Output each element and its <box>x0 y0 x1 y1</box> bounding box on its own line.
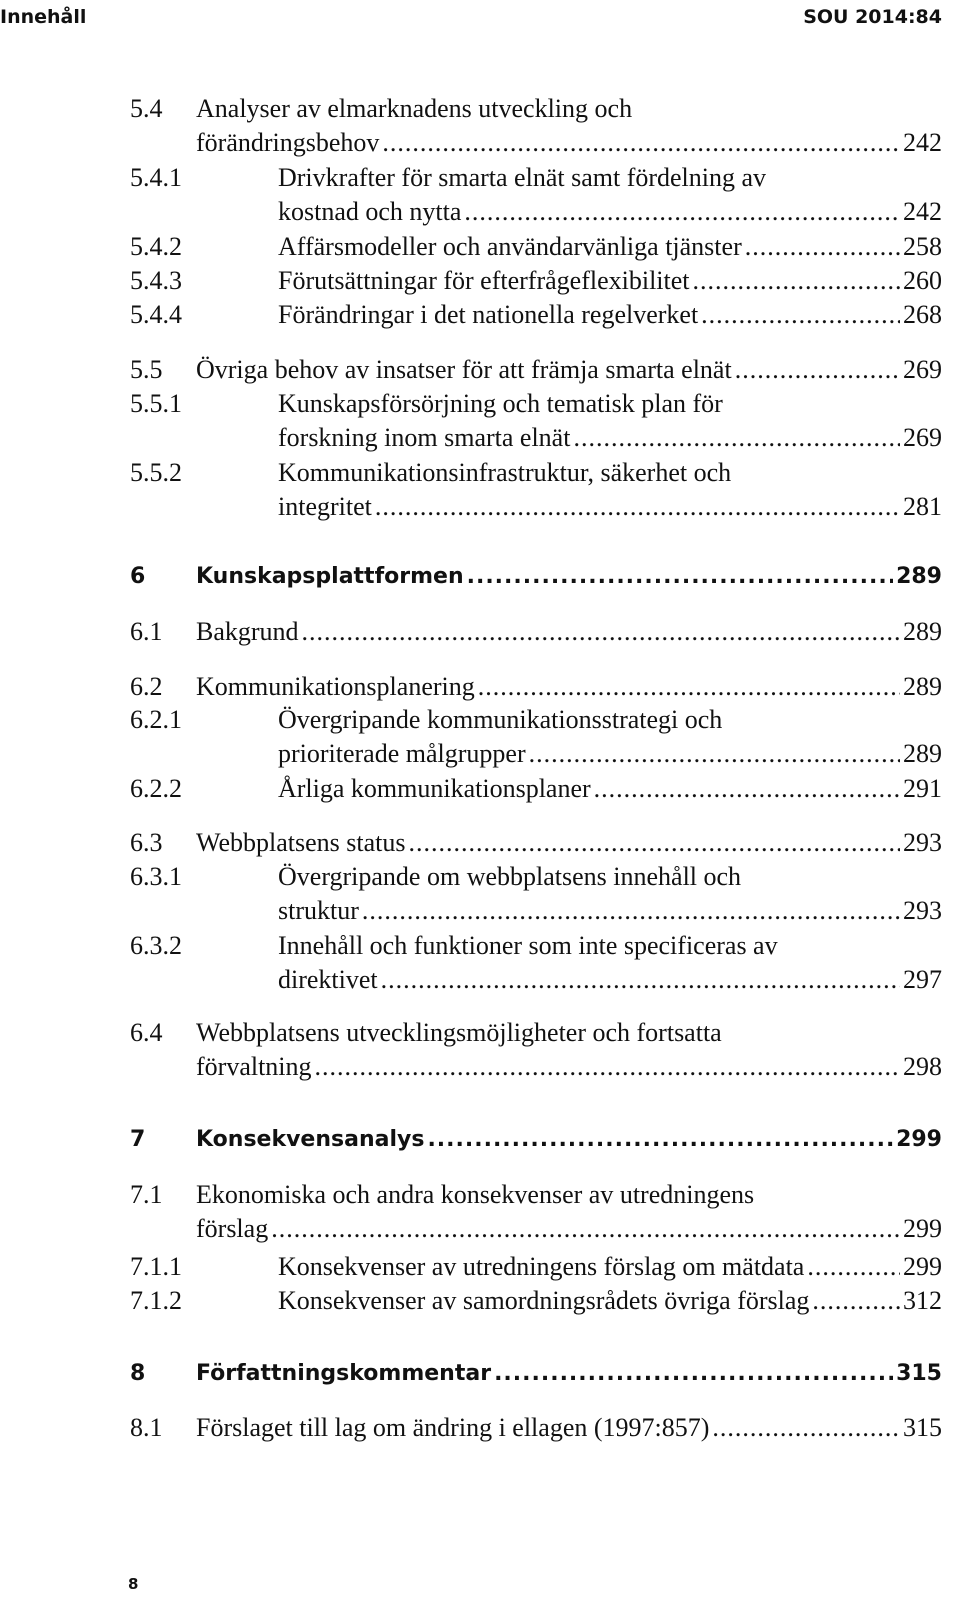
toc-entry-title-line: Konsekvenser av utredningens förslag om mätdata <box>278 1252 805 1281</box>
dot-leader <box>735 353 900 387</box>
toc-entry-page: 289 <box>896 564 942 589</box>
toc-entry-title-line: Affärsmodeller och användarvänliga tjänster <box>278 232 742 261</box>
toc-entry-number: 7.1 <box>130 1180 163 1209</box>
dot-leader <box>464 195 900 229</box>
toc-entry-number: 8.1 <box>130 1413 163 1442</box>
toc-entry-title-line: Kunskapsplattformen <box>196 564 464 589</box>
dot-leader <box>409 826 901 860</box>
toc-entry-title-line: Innehåll och funktioner som inte specificeras av <box>278 931 778 960</box>
toc-entry-title-line: direktivet <box>278 965 378 994</box>
toc-entry-number: 5.5 <box>130 355 163 384</box>
toc-entry-number: 6.3 <box>130 828 163 857</box>
dot-leader <box>745 230 900 264</box>
toc-entry-page: 289 <box>903 617 942 646</box>
toc-entry-number: 6 <box>130 564 146 589</box>
toc-entry-page: 260 <box>903 266 942 295</box>
toc-entry-title-line: Förutsättningar för efterfrågeflexibilitet <box>278 266 690 295</box>
toc-entry-number: 5.5.2 <box>130 458 182 487</box>
dot-leader <box>427 1123 893 1157</box>
toc-entry-page: 289 <box>903 739 942 768</box>
toc-entry-title-line: integritet <box>278 492 372 521</box>
dot-leader <box>573 421 900 455</box>
toc-entry-page: 297 <box>903 965 942 994</box>
toc-entry-page: 289 <box>903 672 942 701</box>
toc-entry-title-line: Bakgrund <box>196 617 299 646</box>
dot-leader <box>467 560 893 594</box>
toc-entry-page: 315 <box>903 1413 942 1442</box>
toc-entry-title-line: Kommunikationsplanering <box>196 672 475 701</box>
dot-leader <box>382 126 900 160</box>
toc-entry-title-line: Övergripande kommunikationsstrategi och <box>278 705 723 734</box>
toc-entry-number: 6.3.1 <box>130 862 182 891</box>
toc-entry-page: 299 <box>896 1127 942 1152</box>
dot-leader <box>362 894 900 928</box>
toc-entry-title-line: förslag <box>196 1214 269 1243</box>
toc-entry-title-line: Övriga behov av insatser för att främja smarta elnät <box>196 355 732 384</box>
dot-leader <box>271 1212 900 1246</box>
toc-entry-title-line: Kommunikationsinfrastruktur, säkerhet och <box>278 458 732 487</box>
toc-entry-number: 5.5.1 <box>130 389 182 418</box>
toc-entry-page: 315 <box>896 1361 942 1386</box>
toc-entry-page: 299 <box>903 1252 942 1281</box>
running-header-left: Innehåll <box>0 6 87 28</box>
toc-entry-page: 242 <box>903 128 942 157</box>
dot-leader <box>693 264 900 298</box>
toc-entry-page: 299 <box>903 1214 942 1243</box>
toc-entry-title-line: kostnad och nytta <box>278 197 462 226</box>
toc-entry-number: 6.2.1 <box>130 705 182 734</box>
toc-entry-title-line: Årliga kommunikationsplaner <box>278 774 591 803</box>
toc-entry-title-line: förändringsbehov <box>196 128 380 157</box>
toc-entry-title-line: Ekonomiska och andra konsekvenser av utredningens <box>196 1180 755 1209</box>
toc-entry-title-line: Webbplatsens status <box>196 828 406 857</box>
toc-entry-number: 6.2 <box>130 672 163 701</box>
running-header-right: SOU 2014:84 <box>803 6 942 28</box>
dot-leader <box>701 298 900 332</box>
toc-entry-number: 7.1.2 <box>130 1286 182 1315</box>
dot-leader <box>494 1357 893 1391</box>
toc-entry-number: 7 <box>130 1127 146 1152</box>
dot-leader <box>594 772 900 806</box>
toc-entry-title-line: Drivkrafter för smarta elnät samt fördelning av <box>278 163 767 192</box>
toc-entry-title-line: Analyser av elmarknadens utveckling och <box>196 94 633 123</box>
toc-entry-page: 269 <box>903 355 942 384</box>
toc-entry-page: 291 <box>903 774 942 803</box>
toc-entry-page: 298 <box>903 1052 942 1081</box>
toc-entry-number: 7.1.1 <box>130 1252 182 1281</box>
toc-entry-title-line: Förslaget till lag om ändring i ellagen (1997:857) <box>196 1413 710 1442</box>
toc-entry-number: 6.4 <box>130 1018 163 1047</box>
dot-leader <box>375 490 900 524</box>
toc-entry-number: 6.1 <box>130 617 163 646</box>
toc-entry-number: 8 <box>130 1361 146 1386</box>
dot-leader <box>812 1284 900 1318</box>
page-number: 8 <box>128 1575 139 1593</box>
dot-leader <box>315 1050 900 1084</box>
toc-entry-title-line: Författningskommentar <box>196 1361 492 1386</box>
dot-leader <box>807 1250 900 1284</box>
dot-leader <box>381 963 900 997</box>
toc-entry-page: 293 <box>903 896 942 925</box>
dot-leader <box>478 670 900 704</box>
toc-entry-title-line: Övergripande om webbplatsens innehåll och <box>278 862 742 891</box>
toc-entry-page: 281 <box>903 492 942 521</box>
toc-entry-number: 5.4 <box>130 94 163 123</box>
dot-leader <box>712 1411 900 1445</box>
toc-entry-page: 258 <box>903 232 942 261</box>
toc-entry-number: 5.4.3 <box>130 266 182 295</box>
toc-entry-title-line: Kunskapsförsörjning och tematisk plan för <box>278 389 723 418</box>
toc-entry-title-line: Konsekvenser av samordningsrådets övriga förslag <box>278 1286 810 1315</box>
toc-entry-title-line: Webbplatsens utvecklingsmöjligheter och fortsatta <box>196 1018 722 1047</box>
toc-entry-number: 6.2.2 <box>130 774 182 803</box>
dot-leader <box>302 615 900 649</box>
toc-entry-title-line: forskning inom smarta elnät <box>278 423 571 452</box>
toc-entry-number: 5.4.4 <box>130 300 182 329</box>
toc-entry-title-line: Konsekvensanalys <box>196 1127 425 1152</box>
toc-entry-title-line: struktur <box>278 896 359 925</box>
toc-entry-title-line: prioriterade målgrupper <box>278 739 526 768</box>
dot-leader <box>529 737 900 771</box>
toc-entry-title-line: förvaltning <box>196 1052 312 1081</box>
toc-entry-page: 242 <box>903 197 942 226</box>
toc-entry-page: 269 <box>903 423 942 452</box>
toc-entry-page: 268 <box>903 300 942 329</box>
toc-entry-page: 312 <box>903 1286 942 1315</box>
toc-entry-number: 5.4.2 <box>130 232 182 261</box>
toc-entry-number: 6.3.2 <box>130 931 182 960</box>
toc-entry-number: 5.4.1 <box>130 163 182 192</box>
toc-entry-page: 293 <box>903 828 942 857</box>
toc-entry-title-line: Förändringar i det nationella regelverket <box>278 300 699 329</box>
